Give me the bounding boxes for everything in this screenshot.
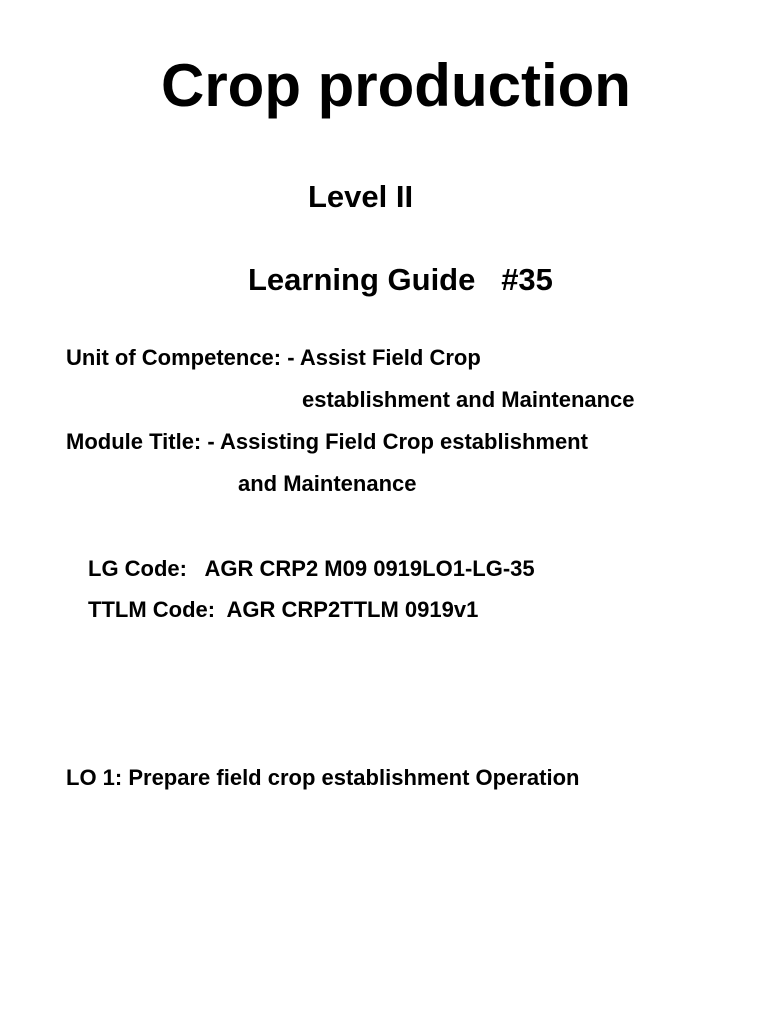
learning-outcome: LO 1: Prepare field crop establishment Operation [66, 765, 580, 790]
unit-of-competence-line-2: establishment and Maintenance [302, 387, 635, 412]
unit-of-competence-line-1: Unit of Competence: - Assist Field Crop [66, 345, 481, 370]
document-title: Crop production [161, 52, 631, 119]
module-title-line-2: and Maintenance [238, 471, 417, 496]
level-heading: Level II [308, 179, 414, 214]
lg-code: LG Code: AGR CRP2 M09 0919LO1-LG-35 [88, 556, 535, 581]
ttlm-code: TTLM Code: AGR CRP2TTLM 0919v1 [88, 597, 479, 622]
module-title-line-1: Module Title: - Assisting Field Crop establishment [66, 429, 588, 454]
learning-guide-heading: Learning Guide #35 [248, 262, 553, 297]
